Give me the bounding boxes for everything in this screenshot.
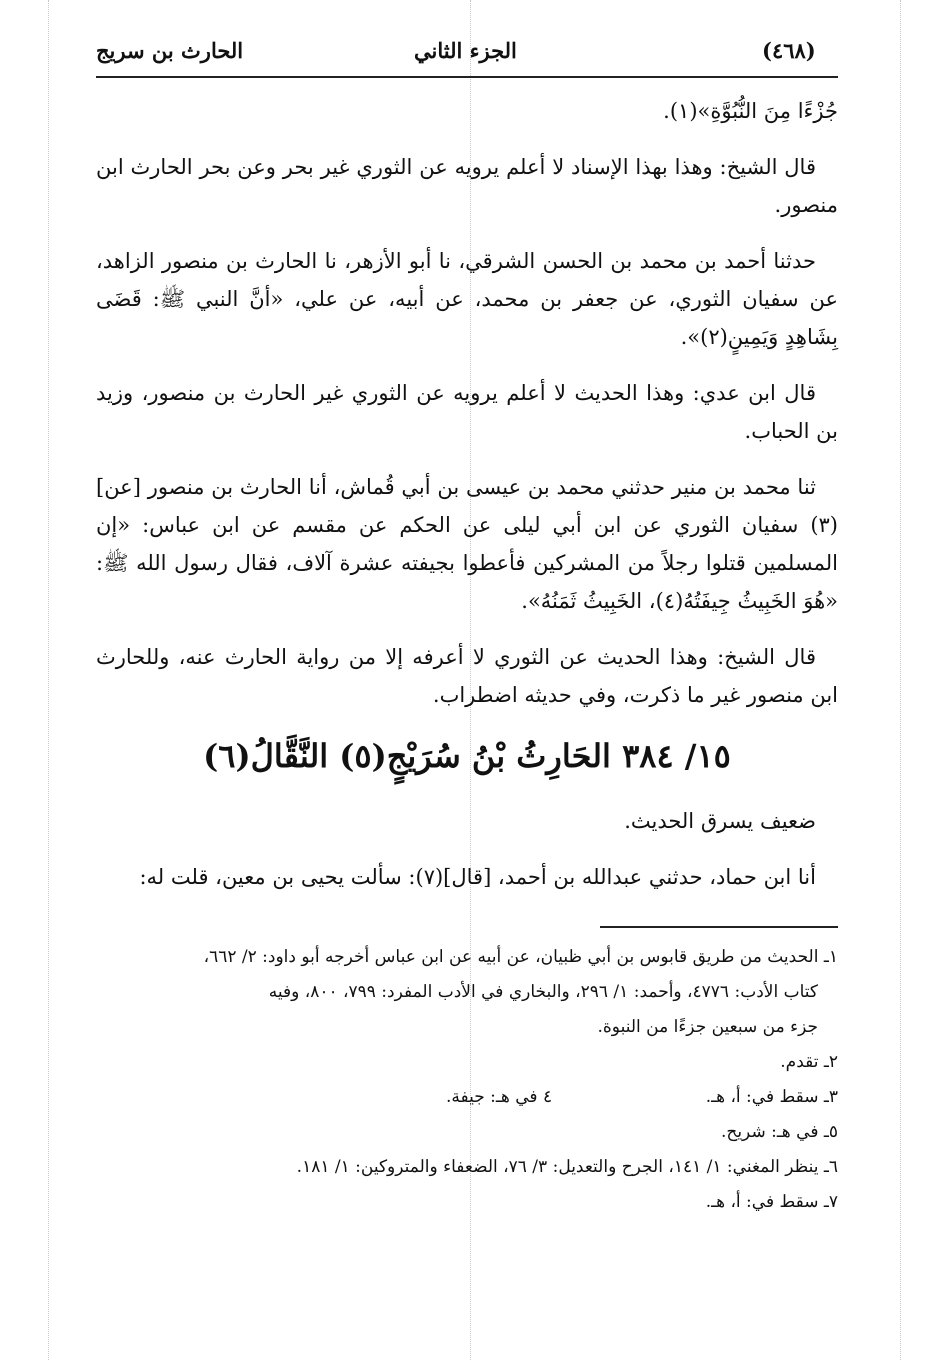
footnote-rule: [600, 926, 838, 928]
scan-guide-line: [48, 0, 49, 1360]
footnote-5: ٥ـ في هـ: شريح.: [720, 1122, 838, 1142]
footnote-row: [96, 1080, 838, 1115]
paragraph: قال الشيخ: وهذا بهذا الإسناد لا أعلم يرويه عن الثوري غير بحر وعن بحر الحارث ابن منصور.: [96, 155, 838, 217]
volume-title: الجزء الثاني: [414, 38, 517, 63]
footnote-1: ١ـ الحديث من طريق قابوس بن أبي ظبيان، عن أبيه عن ابن عباس أخرجه أبو داود: ٢/ ٦٦٢،: [203, 947, 838, 967]
paragraph: قال ابن عدي: وهذا الحديث لا أعلم يرويه عن الثوري غير الحارث بن منصور، وزيد بن الحباب.: [96, 381, 838, 443]
running-title: الحارث بن سريج: [96, 38, 244, 63]
paragraph: ضعيف يسرق الحديث.: [624, 809, 816, 833]
entry-heading: ١٥/ ٣٨٤ الحَارِثُ بْنُ سُرَيْجٍ(٥) النَّقَّالُ(٦): [203, 737, 731, 775]
footnote-1-cont: جزء من سبعين جزءًا من النبوة.: [597, 1017, 818, 1037]
header-rule: [96, 76, 838, 78]
footnote-4: ٤ في هـ: جيفة.: [446, 1087, 553, 1107]
footnote-1-cont: كتاب الأدب: ٤٧٧٦، وأحمد: ١/ ٢٩٦، والبخاري في الأدب المفرد: ٧٩٩، ٨٠٠، وفيه: [268, 982, 818, 1002]
footnotes: [96, 940, 838, 1220]
paragraph: حدثنا أحمد بن محمد بن الحسن الشرقي، نا أبو الأزهر، نا الحارث بن منصور الزاهد، عن سفيان الثوري، عن جعفر بن محمد، عن أبيه، عن علي، «أنَّ النبي ﷺ: قَضَى بِشَاهِدٍ وَيَمِينٍ(٢)».: [96, 249, 838, 349]
paragraph: أنا ابن حماد، حدثني عبدالله بن أحمد، [قال](٧): سألت يحيى بن معين، قلت له:: [139, 865, 816, 889]
main-text: [96, 92, 838, 914]
paragraph: جُزْءًا مِنَ النُّبُوَّةِ»(١).: [663, 99, 838, 123]
footnote-2: ٢ـ تقدم.: [780, 1052, 838, 1072]
page-number: (٤٦٨): [762, 38, 816, 63]
footnote-3: ٣ـ سقط في: أ، هـ.: [705, 1087, 838, 1107]
scan-guide-line: [900, 0, 901, 1360]
footnote-7: ٧ـ سقط في: أ، هـ.: [705, 1192, 838, 1212]
paragraph: قال الشيخ: وهذا الحديث عن الثوري لا أعرفه إلا من رواية الحارث عنه، وللحارث ابن منصور غير ما ذكرت، وفي حديثه اضطراب.: [96, 645, 838, 707]
footnote-6: ٦ـ ينظر المغني: ١/ ١٤١، الجرح والتعديل: ٣/ ٧٦، الضعفاء والمتروكين: ١/ ١٨١.: [296, 1157, 838, 1177]
paragraph: ثنا محمد بن منير حدثني محمد بن عيسى بن أبي قُماش، أنا الحارث بن منصور [عن](٣) سفيان الثوري عن ابن أبي ليلى عن الحكم عن مقسم عن ابن عباس: «إن المسلمين قتلوا رجلاً من المشركين فأعطوا بجيفته عشرة آلاف، فقال رسول الله ﷺ: «هُوَ الخَبِيثُ جِيفَتُهُ(٤)، الخَبِيثُ ثَمَنُهُ».: [96, 475, 838, 613]
